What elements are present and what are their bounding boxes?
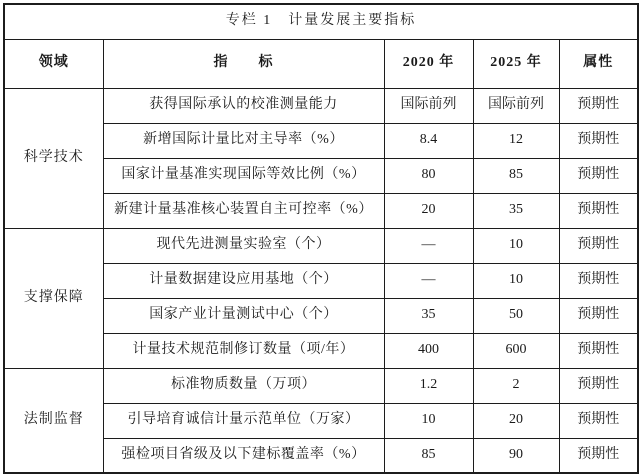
- header-indicator: 指 标: [103, 39, 384, 88]
- value-2020-cell: 85: [384, 438, 473, 473]
- value-2020-cell: 35: [384, 298, 473, 333]
- indicator-cell: 引导培育诚信计量示范单位（万家）: [103, 403, 384, 438]
- table-row: [4, 88, 638, 123]
- attribute-cell: 预期性: [559, 193, 638, 228]
- indicator-cell: 国家产业计量测试中心（个）: [103, 298, 384, 333]
- attribute-cell: 预期性: [559, 88, 638, 123]
- field-group-label: 支撑保障: [4, 228, 103, 368]
- attribute-cell: 预期性: [559, 228, 638, 263]
- value-2020-cell: 80: [384, 158, 473, 193]
- value-2020-cell: 20: [384, 193, 473, 228]
- indicator-cell: 现代先进测量实验室（个）: [103, 228, 384, 263]
- attribute-cell: 预期性: [559, 263, 638, 298]
- table-title-row: [4, 4, 638, 39]
- value-2020-cell: 国际前列: [384, 88, 473, 123]
- attribute-cell: 预期性: [559, 333, 638, 368]
- indicator-cell: 计量技术规范制修订数量（项/年）: [103, 333, 384, 368]
- value-2020-cell: 10: [384, 403, 473, 438]
- indicator-cell: 获得国际承认的校准测量能力: [103, 88, 384, 123]
- indicator-cell: 新增国际计量比对主导率（%）: [103, 123, 384, 158]
- attribute-cell: 预期性: [559, 368, 638, 403]
- value-2025-cell: 50: [473, 298, 559, 333]
- value-2025-cell: 国际前列: [473, 88, 559, 123]
- header-year-2025: 2025 年: [473, 39, 559, 88]
- attribute-cell: 预期性: [559, 403, 638, 438]
- header-field: 领域: [4, 39, 103, 88]
- value-2025-cell: 600: [473, 333, 559, 368]
- indicator-cell: 强检项目省级及以下建标覆盖率（%）: [103, 438, 384, 473]
- value-2025-cell: 10: [473, 228, 559, 263]
- value-2025-cell: 90: [473, 438, 559, 473]
- indicator-cell: 国家计量基准实现国际等效比例（%）: [103, 158, 384, 193]
- value-2025-cell: 35: [473, 193, 559, 228]
- table-title: 专栏 1 计量发展主要指标: [4, 4, 638, 39]
- value-2020-cell: 400: [384, 333, 473, 368]
- value-2020-cell: —: [384, 228, 473, 263]
- attribute-cell: 预期性: [559, 158, 638, 193]
- value-2020-cell: 8.4: [384, 123, 473, 158]
- indicators-table: [3, 3, 639, 474]
- attribute-cell: 预期性: [559, 298, 638, 333]
- indicator-cell: 新建计量基准核心装置自主可控率（%）: [103, 193, 384, 228]
- attribute-cell: 预期性: [559, 123, 638, 158]
- table-row: [4, 228, 638, 263]
- value-2025-cell: 2: [473, 368, 559, 403]
- value-2020-cell: 1.2: [384, 368, 473, 403]
- header-attribute: 属性: [559, 39, 638, 88]
- value-2025-cell: 20: [473, 403, 559, 438]
- indicator-cell: 计量数据建设应用基地（个）: [103, 263, 384, 298]
- value-2025-cell: 12: [473, 123, 559, 158]
- field-group-label: 科学技术: [4, 88, 103, 228]
- value-2020-cell: —: [384, 263, 473, 298]
- attribute-cell: 预期性: [559, 438, 638, 473]
- table-header-row: [4, 39, 638, 88]
- value-2025-cell: 85: [473, 158, 559, 193]
- table-row: [4, 368, 638, 403]
- indicator-cell: 标准物质数量（万项）: [103, 368, 384, 403]
- header-year-2020: 2020 年: [384, 39, 473, 88]
- field-group-label: 法制监督: [4, 368, 103, 473]
- value-2025-cell: 10: [473, 263, 559, 298]
